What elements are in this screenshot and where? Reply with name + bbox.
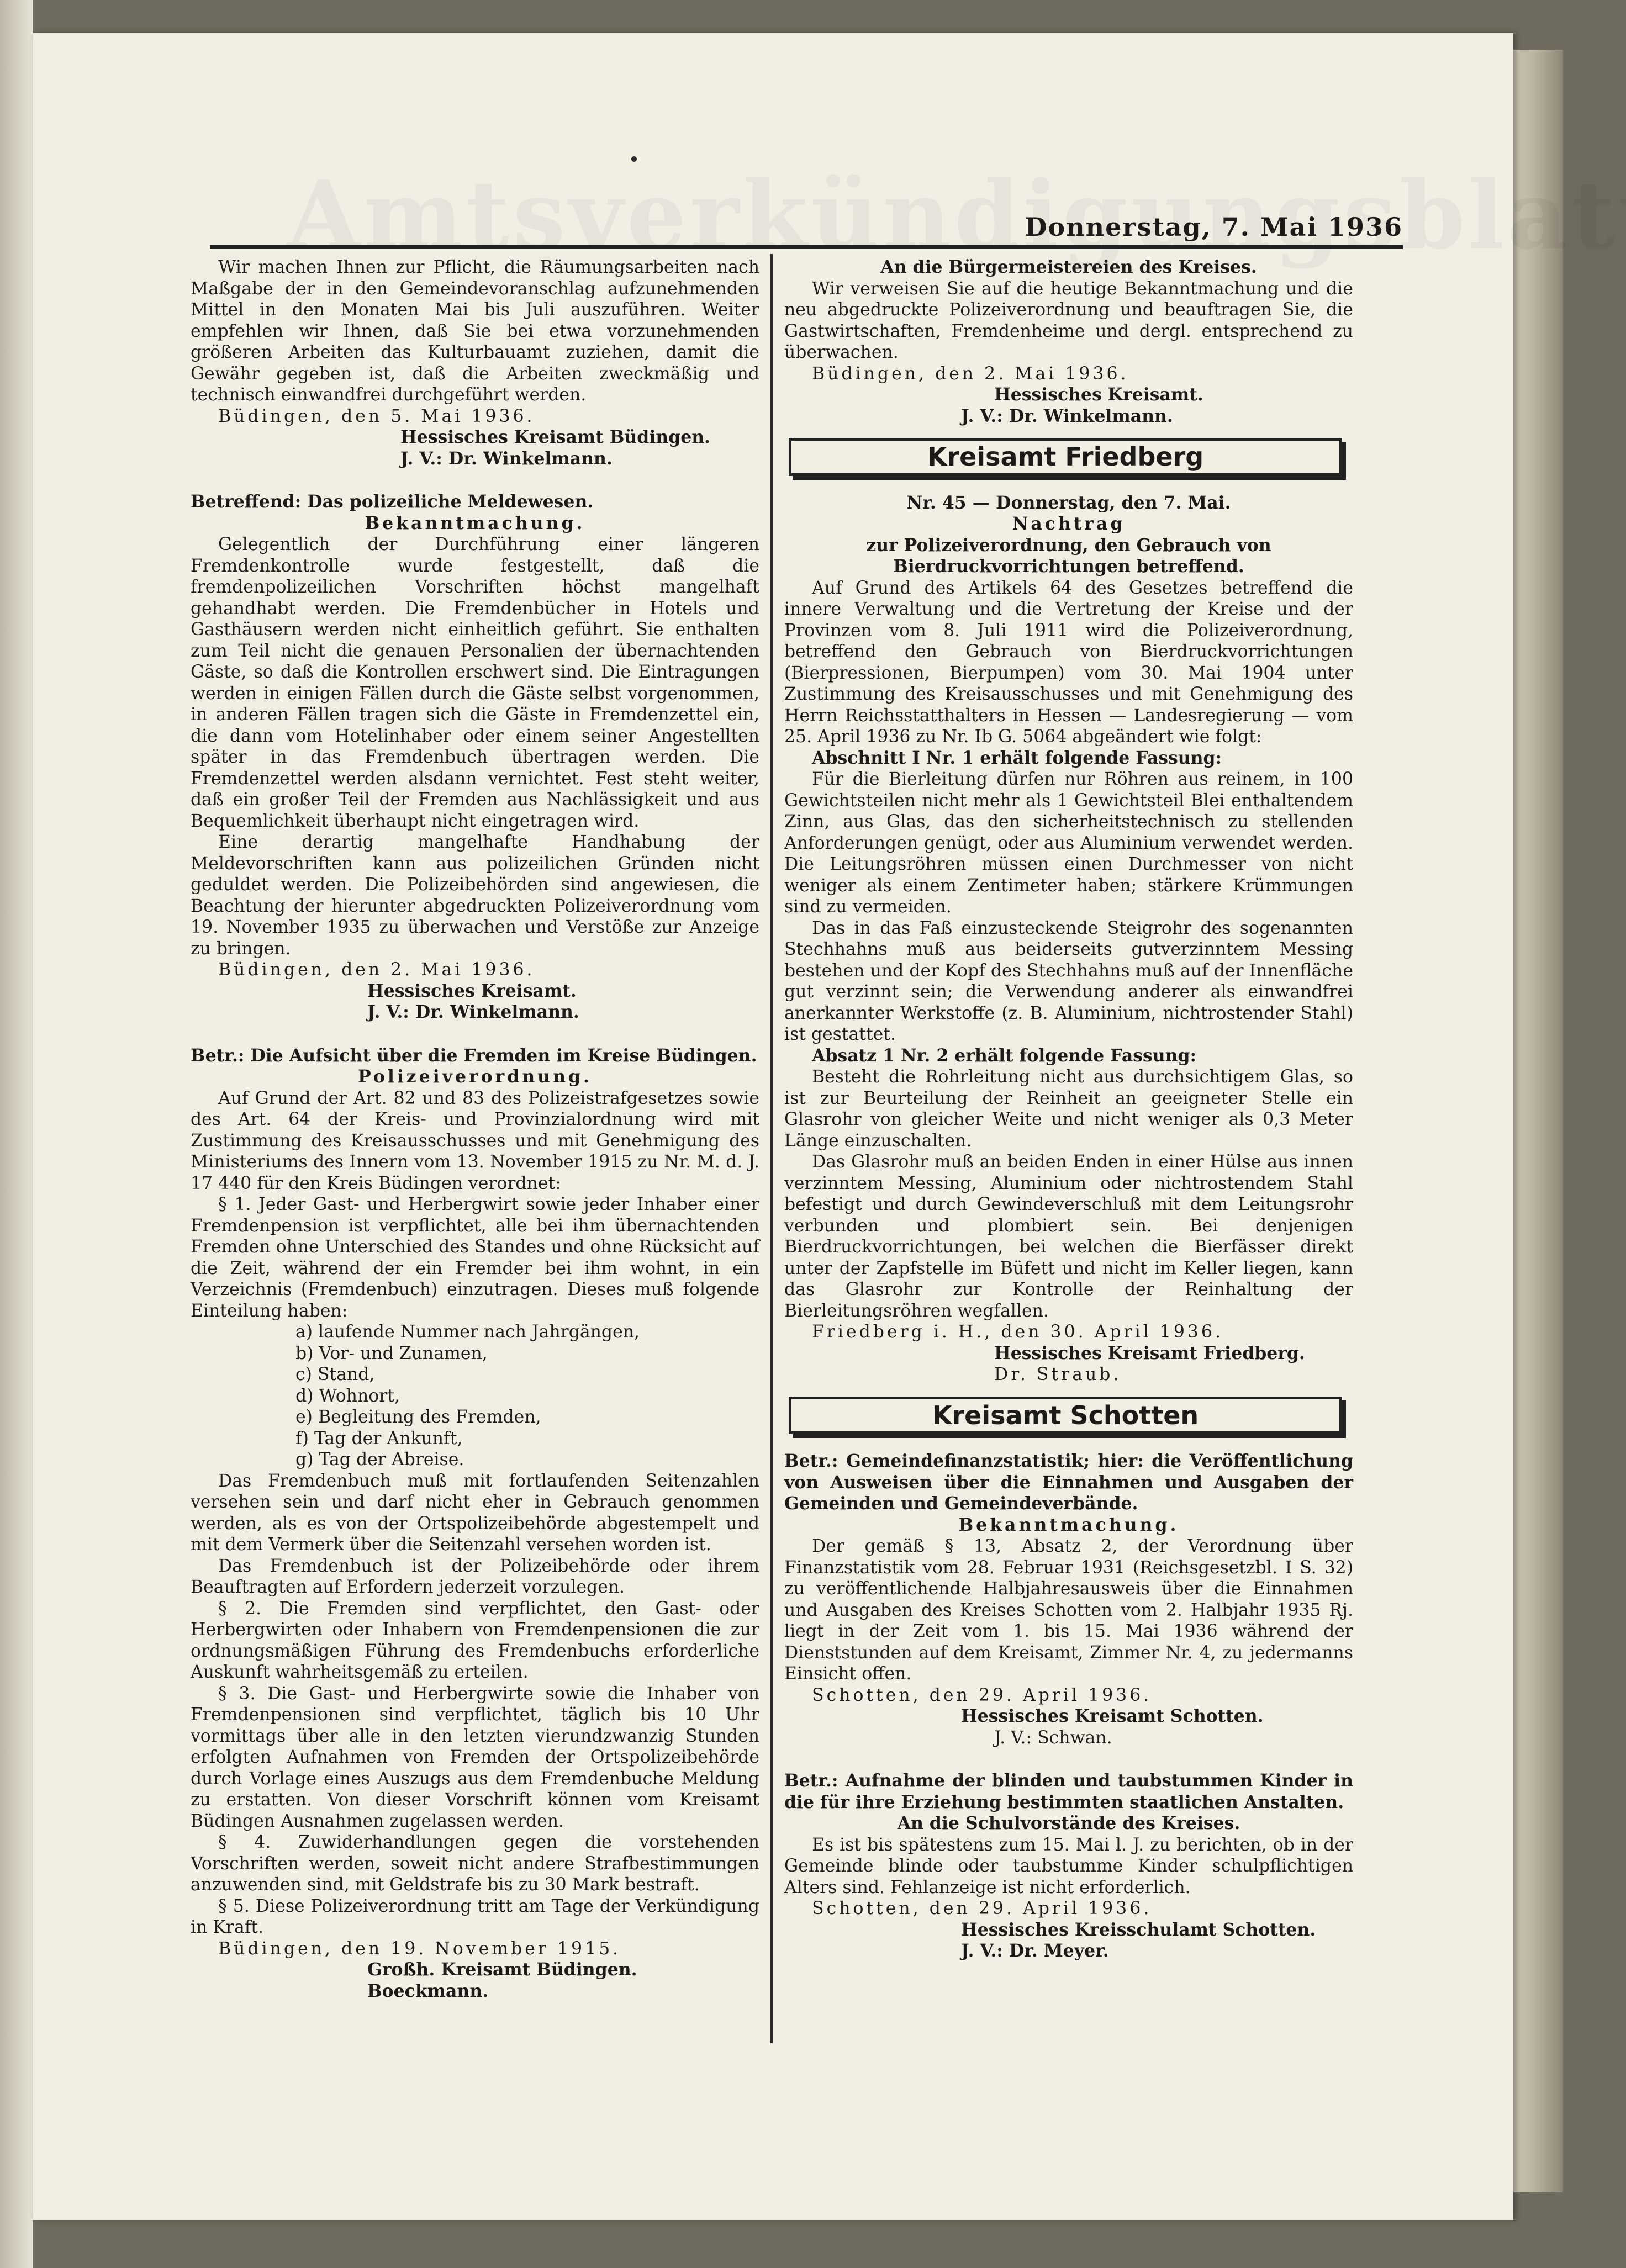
fremden-signature-name: Boeckmann. [367, 1980, 489, 2001]
kreisamt-friedberg-banner: Kreisamt Friedberg [789, 438, 1342, 476]
finanzstatistik-paragraph: Der gemäß § 13, Absatz 2, der Verordnung über Finanzstatistik vom 28. Februar 1931 (Reichsgesetzbl. I S. 32) zu veröffentlichende Halbjahresausweis über die Einnahmen und Ausgaben des Kreises Schotten vom 2. Halbjahr 1935 Rj. liegt in der Zeit vom 1. bis 15. Mai 1936 während der Dienststunden auf dem Kreisamt, Zimmer Nr. 4, zu jedermanns Einsicht offen. [784, 1536, 1353, 1684]
print-dot [631, 156, 637, 162]
list-item: g) Tag der Abreise. [295, 1450, 464, 1469]
buergermeistereien-place-date: Büdingen, den 2. Mai 1936. [812, 363, 1129, 384]
friedberg-signature-name: Dr. Straub. [994, 1365, 1122, 1384]
meldewesen-title: Betreffend: Das polizeiliche Meldewesen. [191, 491, 594, 512]
finanzstatistik-place-date: Schotten, den 29. April 1936. [812, 1685, 1152, 1705]
finanzstatistik-signature-name: J. V.: Schwan. [994, 1727, 1112, 1748]
adjacent-page-edge [0, 0, 33, 2268]
friedberg-place-date: Friedberg i. H., den 30. April 1936. [812, 1322, 1223, 1342]
page-header [210, 212, 1403, 249]
list-item: d) Wohnort, [295, 1386, 400, 1406]
list-item: b) Vor- und Zunamen, [295, 1343, 488, 1363]
fremden-title: Betr.: Die Aufsicht über die Fremden im Kreise Büdingen. [191, 1045, 757, 1066]
friedberg-paragraph-2: Für die Bierleitung dürfen nur Röhren aus reinem, in 100 Gewichtsteilen nicht mehr als 1 Gewichtsteil Blei enthaltendem Zinn, aus Glas, das den sicherheitstechnisch zu stellenden Anforderungen genügt, oder aus Aluminium verwendet werden. Die Leitungsröhren müssen einen Durchmesser von nicht weniger als einem Zentimeter haben; stärkere Krümmungen sind zu vermeiden. [784, 769, 1353, 917]
list-item: f) Tag der Ankunft, [295, 1428, 463, 1448]
fremden-paragraph-1: Auf Grund der Art. 82 und 83 des Polizeistrafgesetzes sowie des Art. 64 der Kreis- und Provinzialordnung wird mit Zustimmung des Kreisausschusses und mit Genehmigung des Ministeriums des Innern vom 13. November 1915 zu Nr. M. d. J. 17 440 für den Kreis Büdingen verordnet: [191, 1088, 759, 1193]
meldewesen-paragraph-2: Eine derartig mangelhafte Handhabung der Meldevorschriften kann aus polizeilichen Gründen nicht geduldet werden. Die Polizeibehörden sind angewiesen, die Beachtung der hierunter abgedruckten Polizeiverordnung vom 19. November 1935 zu überwachen und Verstöße zur Anzeige zu bringen. [191, 832, 759, 959]
left-column [191, 257, 759, 2002]
finanzstatistik-heading: Bekanntmachung. [958, 1514, 1179, 1535]
friedberg-subheading: zur Polizeiverordnung, den Gebrauch von Bierdruckvorrichtungen betreffend. [866, 535, 1271, 577]
taubstumme-paragraph: Es ist bis spätestens zum 15. Mai l. J. zu berichten, ob in der Gemeinde blinde oder taubstumme Kinder schulpflichtigen Alters sind. Fehlanzeige ist nicht erforderlich. [784, 1835, 1353, 1897]
list-item: a) laufende Nummer nach Jahrgängen, [295, 1322, 640, 1342]
friedberg-signature-office: Hessisches Kreisamt Friedberg. [994, 1342, 1305, 1363]
buergermeistereien-paragraph: Wir verweisen Sie auf die heutige Bekanntmachung und die neu abgedruckte Polizeiverordnung und beauftragen Sie, die Gastwirtschaften, Fremdenheime und dergl. entsprechend zu überwachen. [784, 278, 1353, 362]
list-item: e) Begleitung des Fremden, [295, 1407, 541, 1427]
taubstumme-title: Betr.: Aufnahme der blinden und taubstummen Kinder in die für ihre Erziehung bestimmten staatlichen Anstalten. [784, 1770, 1353, 1812]
fremdenbuch-columns-list [191, 1321, 759, 1471]
meldewesen-signature-name: J. V.: Dr. Winkelmann. [367, 1002, 579, 1022]
fremden-paragraph-2: § 1. Jeder Gast- und Herbergwirt sowie jeder Inhaber einer Fremdenpension ist verpflichtet, alle bei ihm übernachtenden Fremden ohne Unterschied des Standes und ohne Rücksicht auf die Zeit, während der ein Fremder bei ihm wohnt, in ein Verzeichnis (Fremdenbuch) einzutragen. Dieses muß folgende Einteilung haben: [191, 1194, 759, 1321]
buergermeistereien-signature-name: J. V.: Dr. Winkelmann. [961, 405, 1173, 426]
friedberg-paragraph-3: Das in das Faß einzusteckende Steigrohr des sogenannten Stechhahns muß aus beiderseits gutverzinntem Messing bestehen und der Kopf des Stechhahns muß auf der Innenfläche gut verzinnt sein; die Verwendung anderer als einwandfrei anerkannter Werkstoffe (z. B. Aluminium, nichtrostender Stahl) ist gestattet. [784, 918, 1353, 1044]
taubstumme-addressee: An die Schulvorstände des Kreises. [897, 1813, 1240, 1833]
right-column [784, 257, 1353, 1962]
list-item: c) Stand, [295, 1365, 375, 1384]
meldewesen-heading: Bekanntmachung. [365, 512, 585, 533]
fremden-place-date: Büdingen, den 19. November 1915. [218, 1938, 621, 1959]
friedberg-section-2: Absatz 1 Nr. 2 erhält folgende Fassung: [812, 1045, 1197, 1066]
fremden-paragraph-8: § 5. Diese Polizeiverordnung tritt am Tage der Verkündigung in Kraft. [191, 1896, 759, 1937]
taubstumme-place-date: Schotten, den 29. April 1936. [812, 1899, 1152, 1918]
finanzstatistik-title: Betr.: Gemeindefinanzstatistik; hier: die Veröffentlichung von Ausweisen über die Einnahmen und Ausgaben der Gemeinden und Gemeindeverbände. [784, 1451, 1353, 1514]
friedberg-heading: Nachtrag [1012, 514, 1126, 534]
intro-signature-office: Hessisches Kreisamt Büdingen. [400, 427, 711, 447]
intro-signature-name: J. V.: Dr. Winkelmann. [400, 448, 613, 469]
fremden-paragraph-5: § 2. Die Fremden sind verpflichtet, den Gast- oder Herbergwirten oder Inhabern von Fremdenpensionen die zur ordnungsmäßigen Führung des Fremdenbuchs erforderliche Auskunft wahrheitsgemäß zu erteilen. [191, 1598, 759, 1682]
header-date: Donnerstag, 7. Mai 1936 [1025, 212, 1403, 242]
column-divider [770, 254, 773, 2043]
friedberg-section-1: Abschnitt I Nr. 1 erhält folgende Fassung: [812, 747, 1222, 768]
meldewesen-place-date: Büdingen, den 2. Mai 1936. [218, 960, 535, 980]
taubstumme-signature-name: J. V.: Dr. Meyer. [961, 1941, 1109, 1961]
taubstumme-signature-office: Hessisches Kreisschulamt Schotten. [961, 1919, 1316, 1940]
fremden-paragraph-4: Das Fremdenbuch ist der Polizeibehörde oder ihrem Beauftragten auf Erfordern jederzeit vorzulegen. [191, 1556, 759, 1597]
meldewesen-signature-office: Hessisches Kreisamt. [367, 980, 577, 1001]
finanzstatistik-signature-office: Hessisches Kreisamt Schotten. [961, 1706, 1264, 1726]
friedberg-paragraph-4: Besteht die Rohrleitung nicht aus durchsichtigem Glas, so ist zur Beurteilung der Reinheit an geeigneter Stelle ein Glasrohr von gleicher Weite und nicht weniger als 0,3 Meter Länge einzuschalten. [784, 1067, 1353, 1151]
fremden-heading: Polizeiverordnung. [358, 1066, 592, 1087]
fremden-signature-office: Großh. Kreisamt Büdingen. [367, 1959, 637, 1980]
buergermeistereien-signature-office: Hessisches Kreisamt. [994, 384, 1203, 405]
kreisamt-schotten-banner: Kreisamt Schotten [789, 1397, 1342, 1435]
intro-place-date: Büdingen, den 5. Mai 1936. [218, 406, 535, 426]
friedberg-issue-number: Nr. 45 — Donnerstag, den 7. Mai. [906, 492, 1231, 513]
buergermeistereien-title: An die Bürgermeistereien des Kreises. [880, 257, 1257, 277]
fremden-paragraph-3: Das Fremdenbuch muß mit fortlaufenden Seitenzahlen versehen sein und darf nicht eher in Gebrauch genommen werden, als es von der Ortspolizeibehörde abgestempelt und mit dem Vermerk über die Seitenzahl versehen worden ist. [191, 1471, 759, 1555]
friedberg-paragraph-1: Auf Grund des Artikels 64 des Gesetzes betreffend die innere Verwaltung und die Vertretung der Kreise und der Provinzen vom 8. Juli 1911 wird die Polizeiverordnung, betreffend den Gebrauch von Bierdruckvorrichtungen (Bierpressionen, Bierpumpen) vom 30. Mai 1904 unter Zustimmung des Kreisausschusses und mit Genehmigung des Herrn Reichsstatthalters in Hessen — Landesregierung — vom 25. April 1936 zu Nr. Ib G. 5064 abgeändert wie folgt: [784, 578, 1353, 747]
fremden-paragraph-6: § 3. Die Gast- und Herbergwirte sowie die Inhaber von Fremdenpensionen sind verpflichtet, täglich bis 10 Uhr vormittags über alle in den letzten vierundzwanzig Stunden erfolgten Aufnahmen von Fremden der Ortspolizeibehörde durch Vorlage eines Auszugs aus dem Fremdenbuche Meldung zu erstatten. Von dieser Vorschrift können vom Kreisamt Büdingen Ausnahmen zugelassen werden. [191, 1683, 759, 1831]
fremden-paragraph-7: § 4. Zuwiderhandlungen gegen die vorstehenden Vorschriften werden, soweit nicht andere Strafbestimmungen anzuwenden sind, mit Geldstrafe bis zu 30 Mark bestraft. [191, 1832, 759, 1895]
friedberg-paragraph-5: Das Glasrohr muß an beiden Enden in einer Hülse aus innen verzinntem Messing, Aluminium oder nichtrostendem Stahl befestigt und durch Gewindeverschluß mit dem Leitungsrohr verbunden und plombiert sein. Bei denjenigen Bierdruckvorrichtungen, bei welchen die Bierfässer direkt unter der Zapfstelle im Büfett und nicht im Keller liegen, kann das Glasrohr zur Kontrolle der Reinhaltung der Bierleitungsröhren wegfallen. [784, 1152, 1353, 1321]
meldewesen-paragraph-1: Gelegentlich der Durchführung einer längeren Fremdenkontrolle wurde festgestellt, daß die fremdenpolizeilichen Vorschriften höchst mangelhaft gehandhabt werden. Die Fremdenbücher in Hotels und Gasthäusern werden nicht einheitlich geführt. Sie enthalten zum Teil nicht die genauen Personalien der übernachtenden Gäste, so daß die Kontrollen erschwert sind. Die Eintragungen werden in einigen Fällen durch die Gäste selbst vorgenommen, in anderen Fällen tragen sich die Gäste in Fremdenzettel ein, die dann vom Hotelinhaber oder einem seiner Angestellten später in das Fremdenbuch übertragen werden. Die Fremdenzettel werden alsdann vernichtet. Fest steht weiter, daß ein großer Teil der Fremden aus Nachlässigkeit und aus Bequemlichkeit überhaupt nicht eingetragen wird. [191, 535, 759, 831]
intro-paragraph: Wir machen Ihnen zur Pflicht, die Räumungsarbeiten nach Maßgabe der in den Gemeindevoranschlag aufzunehmenden Mittel in den Monaten Mai bis Juli auszuführen. Weiter empfehlen wir Ihnen, daß Sie bei etwa vorzunehmenden größeren Arbeiten das Kulturbauamt zuziehen, damit die Gewähr gegeben ist, daß die Arbeiten zweckmäßig und technisch einwandfrei durchgeführt werden. [191, 257, 759, 405]
